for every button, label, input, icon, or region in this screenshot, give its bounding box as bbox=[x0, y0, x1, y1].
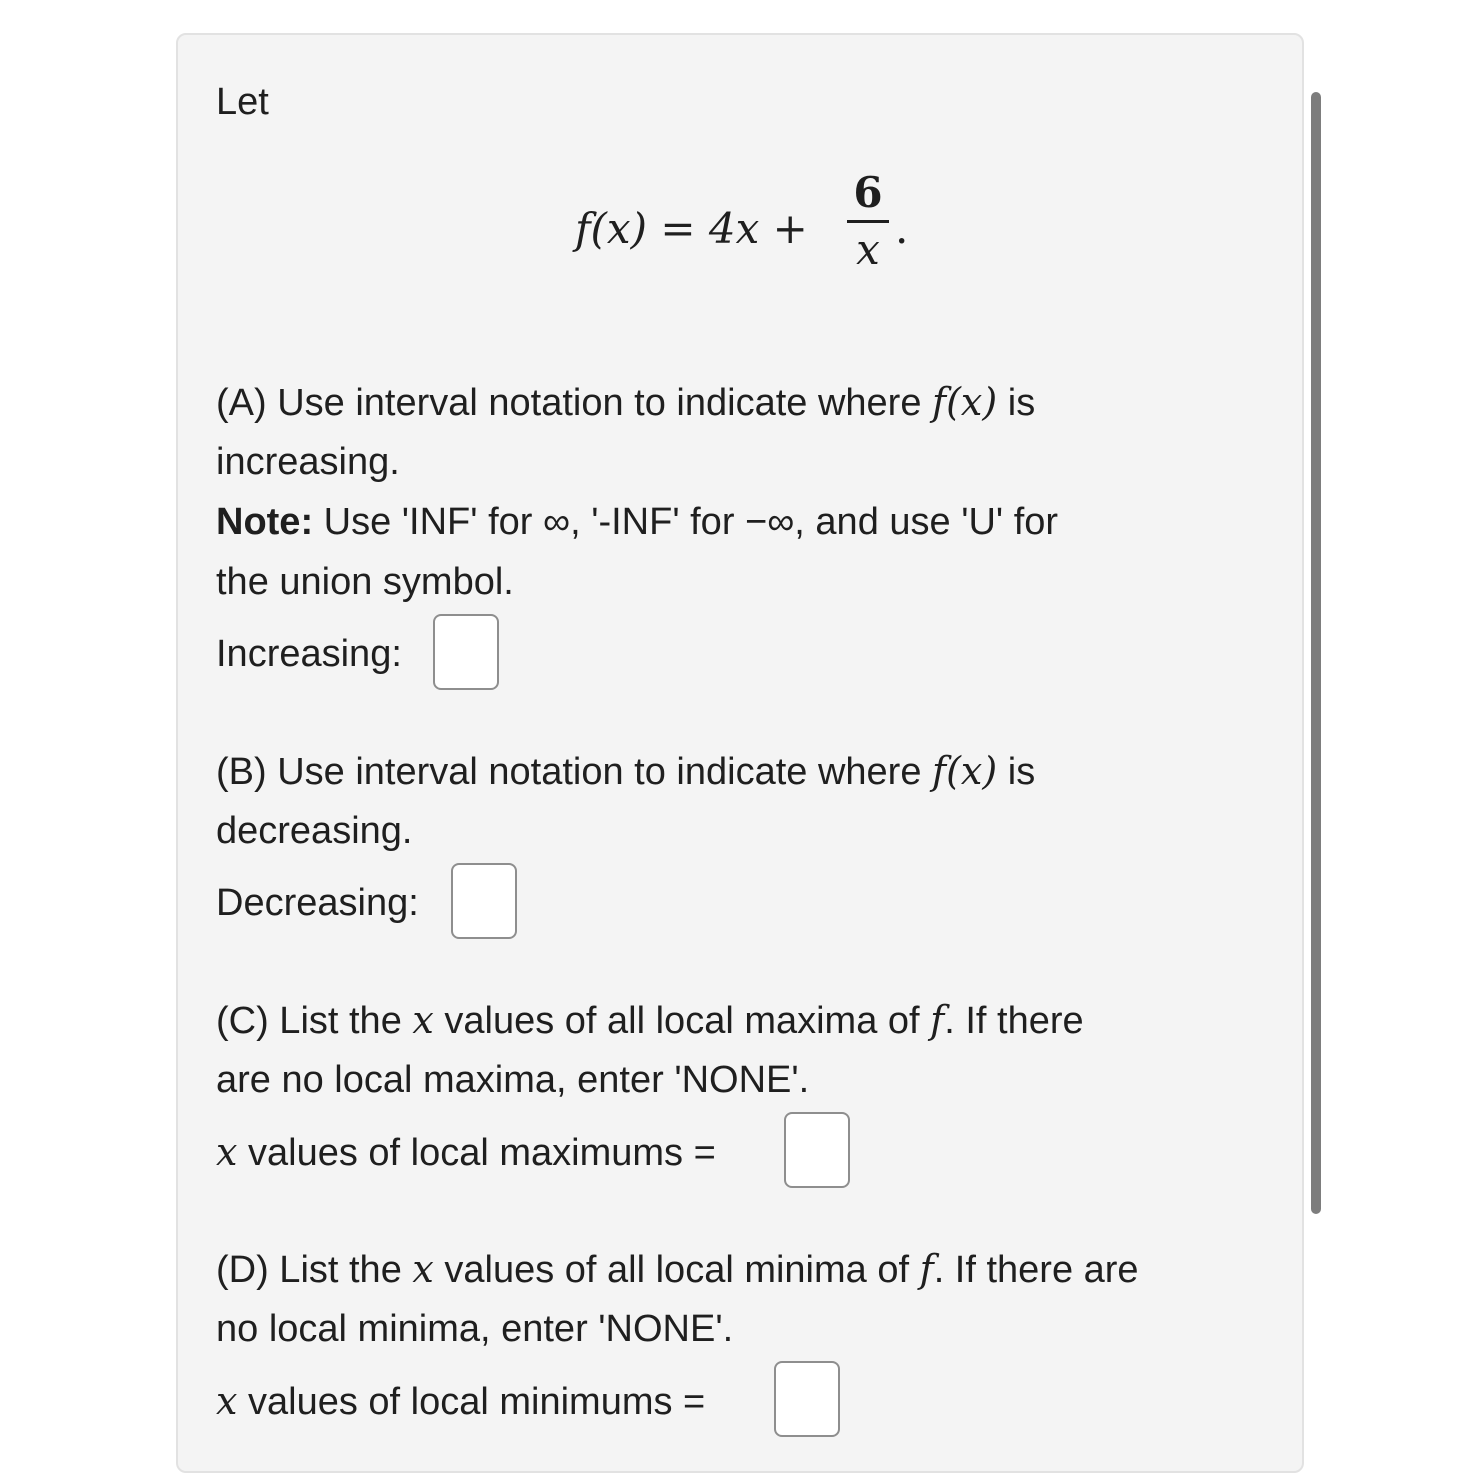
partC-x: x bbox=[412, 998, 434, 1042]
partC-f: f bbox=[930, 998, 945, 1042]
intro-let: Let bbox=[216, 81, 269, 123]
partC-suffix: . If there bbox=[944, 1000, 1084, 1042]
partC-middle: values of all local maxima of bbox=[444, 1000, 920, 1042]
partA-prefix: (A) Use interval notation to indicate where bbox=[216, 382, 922, 424]
partA-line2: increasing. bbox=[216, 441, 400, 483]
partA-suffix: is bbox=[1007, 382, 1036, 424]
partB-line2: decreasing. bbox=[216, 810, 413, 852]
note-label: Note: bbox=[216, 501, 314, 543]
partD-line2: no local minima, enter 'NONE'. bbox=[216, 1308, 734, 1350]
decreasing-input[interactable] bbox=[451, 863, 517, 939]
local-max-input[interactable] bbox=[784, 1112, 850, 1188]
local-max-label bbox=[216, 1130, 716, 1174]
partD-x: x bbox=[412, 1247, 434, 1291]
formula-period: . bbox=[895, 204, 909, 253]
partB-suffix: is bbox=[1007, 751, 1036, 793]
partC-line1 bbox=[216, 998, 1084, 1042]
decreasing-label: Decreasing: bbox=[216, 882, 419, 924]
local-max-label-text: values of local maximums = bbox=[248, 1132, 716, 1174]
partD-suffix: . If there are bbox=[933, 1249, 1139, 1291]
partB-prefix: (B) Use interval notation to indicate where bbox=[216, 751, 922, 793]
partD-f: f bbox=[919, 1247, 934, 1291]
local-min-label-text: values of local minimums = bbox=[248, 1381, 706, 1423]
partD-line1 bbox=[216, 1247, 1139, 1291]
partB-fx: f(x) bbox=[932, 749, 998, 793]
local-min-x: x bbox=[216, 1379, 238, 1423]
increasing-label: Increasing: bbox=[216, 633, 402, 675]
partA-line1 bbox=[216, 380, 1036, 424]
formula-lhs: f(x) = 4x + bbox=[575, 204, 808, 253]
fraction-denominator: x bbox=[856, 225, 880, 274]
fraction-bar bbox=[847, 220, 889, 223]
partA-note bbox=[216, 503, 1058, 541]
local-min-input[interactable] bbox=[774, 1361, 840, 1437]
increasing-input[interactable] bbox=[433, 614, 499, 690]
partA-note-line2: the union symbol. bbox=[216, 561, 514, 603]
local-min-label bbox=[216, 1379, 706, 1423]
partC-prefix: (C) List the bbox=[216, 1000, 402, 1042]
formula-fraction bbox=[847, 168, 889, 275]
scrollbar[interactable] bbox=[1311, 92, 1321, 1214]
partD-middle: values of all local minima of bbox=[444, 1249, 910, 1291]
note-text: Use 'INF' for ∞, '-INF' for −∞, and use 'U' for bbox=[323, 501, 1059, 543]
partA-fx: f(x) bbox=[932, 380, 998, 424]
partB-line1 bbox=[216, 749, 1036, 793]
partD-prefix: (D) List the bbox=[216, 1249, 402, 1291]
local-max-x: x bbox=[216, 1130, 238, 1174]
fraction-numerator: 6 bbox=[853, 168, 883, 217]
partC-line2: are no local maxima, enter 'NONE'. bbox=[216, 1059, 810, 1101]
